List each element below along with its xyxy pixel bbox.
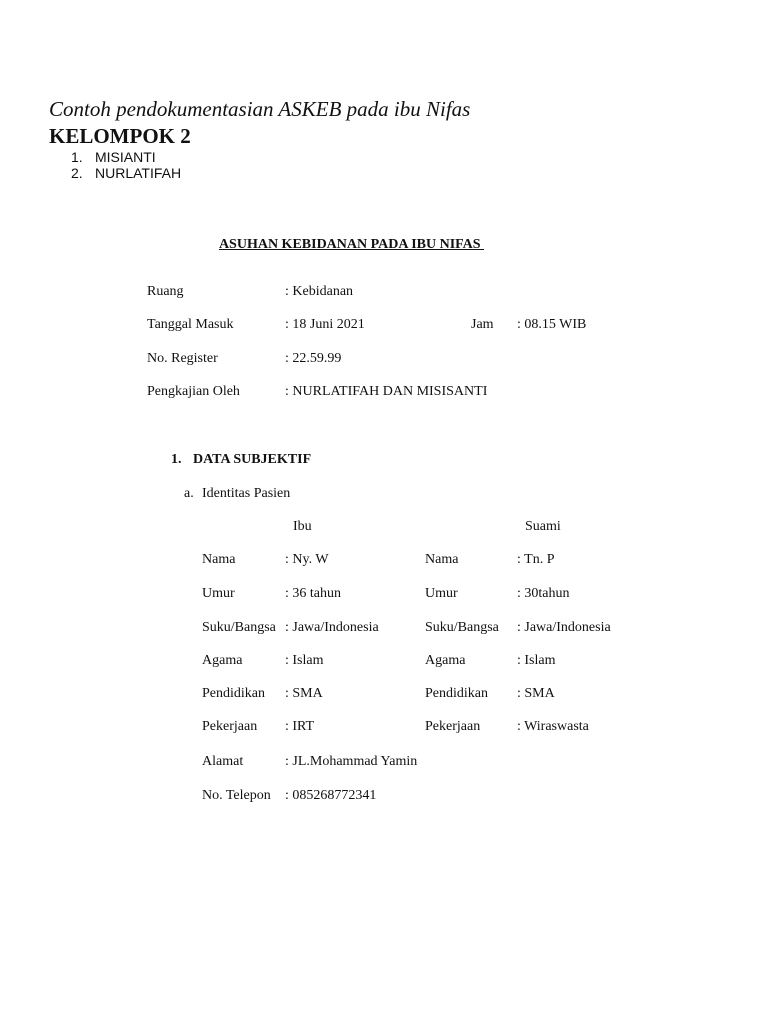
tanggal-value: : 18 Juni 2021: [285, 317, 365, 332]
identity-label: Umur: [425, 586, 458, 601]
pengkajian-value: : NURLATIFAH DAN MISISANTI: [285, 384, 488, 399]
member-name: NURLATIFAH: [95, 165, 182, 181]
document-title: ASUHAN KEBIDANAN PADA IBU NIFAS: [218, 237, 481, 252]
identity-ibu-value: : SMA: [285, 686, 323, 701]
identity-suami-value: : Jawa/Indonesia: [517, 620, 611, 635]
member-number: 2.: [71, 165, 83, 181]
page-title: Contoh pendokumentasian ASKEB pada ibu Nifas: [49, 97, 471, 121]
jam-label: Jam: [471, 317, 494, 332]
ruang-value: : Kebidanan: [285, 284, 354, 299]
identity-label: Pekerjaan: [425, 719, 481, 734]
identity-ibu-value: : Ny. W: [285, 552, 329, 567]
telepon-value: : 085268772341: [285, 788, 377, 803]
identity-label: Pendidikan: [425, 686, 488, 701]
identity-label: Suku/Bangsa: [202, 620, 276, 635]
identity-label: Pekerjaan: [202, 719, 258, 734]
member-number: 1.: [71, 149, 83, 165]
register-label: No. Register: [147, 351, 218, 366]
register-value: : 22.59.99: [285, 351, 342, 366]
identity-ibu-value: : Islam: [285, 653, 324, 668]
identity-label: Agama: [425, 653, 466, 668]
jam-value: : 08.15 WIB: [517, 317, 587, 332]
pengkajian-label: Pengkajian Oleh: [147, 384, 240, 399]
identity-label: Nama: [425, 552, 459, 567]
identity-suami-value: : Tn. P: [517, 552, 555, 567]
identity-ibu-value: : 36 tahun: [285, 586, 341, 601]
section-number: 1.: [171, 452, 182, 467]
identity-suami-value: : Wiraswasta: [517, 719, 589, 734]
alamat-value: : JL.Mohammad Yamin: [285, 754, 418, 769]
ruang-label: Ruang: [147, 284, 184, 299]
subsection-letter: a.: [184, 486, 194, 501]
identity-ibu-value: : Jawa/Indonesia: [285, 620, 379, 635]
group-heading: KELOMPOK 2: [49, 124, 191, 148]
identity-label: Umur: [202, 586, 235, 601]
identity-label: Agama: [202, 653, 243, 668]
column-header-ibu: Ibu: [293, 519, 312, 534]
identity-suami-value: : SMA: [517, 686, 555, 701]
identity-suami-value: : Islam: [517, 653, 556, 668]
identity-label: Pendidikan: [202, 686, 265, 701]
tanggal-label: Tanggal Masuk: [147, 317, 234, 332]
identity-suami-value: : 30tahun: [517, 586, 570, 601]
identity-ibu-value: : IRT: [285, 719, 315, 734]
column-header-suami: Suami: [525, 519, 561, 534]
member-name: MISIANTI: [95, 149, 156, 165]
telepon-label: No. Telepon: [202, 788, 271, 803]
identity-label: Nama: [202, 552, 236, 567]
section-title: DATA SUBJEKTIF: [193, 452, 312, 467]
identity-label: Suku/Bangsa: [425, 620, 499, 635]
alamat-label: Alamat: [202, 754, 244, 769]
subsection-title: Identitas Pasien: [202, 486, 291, 501]
